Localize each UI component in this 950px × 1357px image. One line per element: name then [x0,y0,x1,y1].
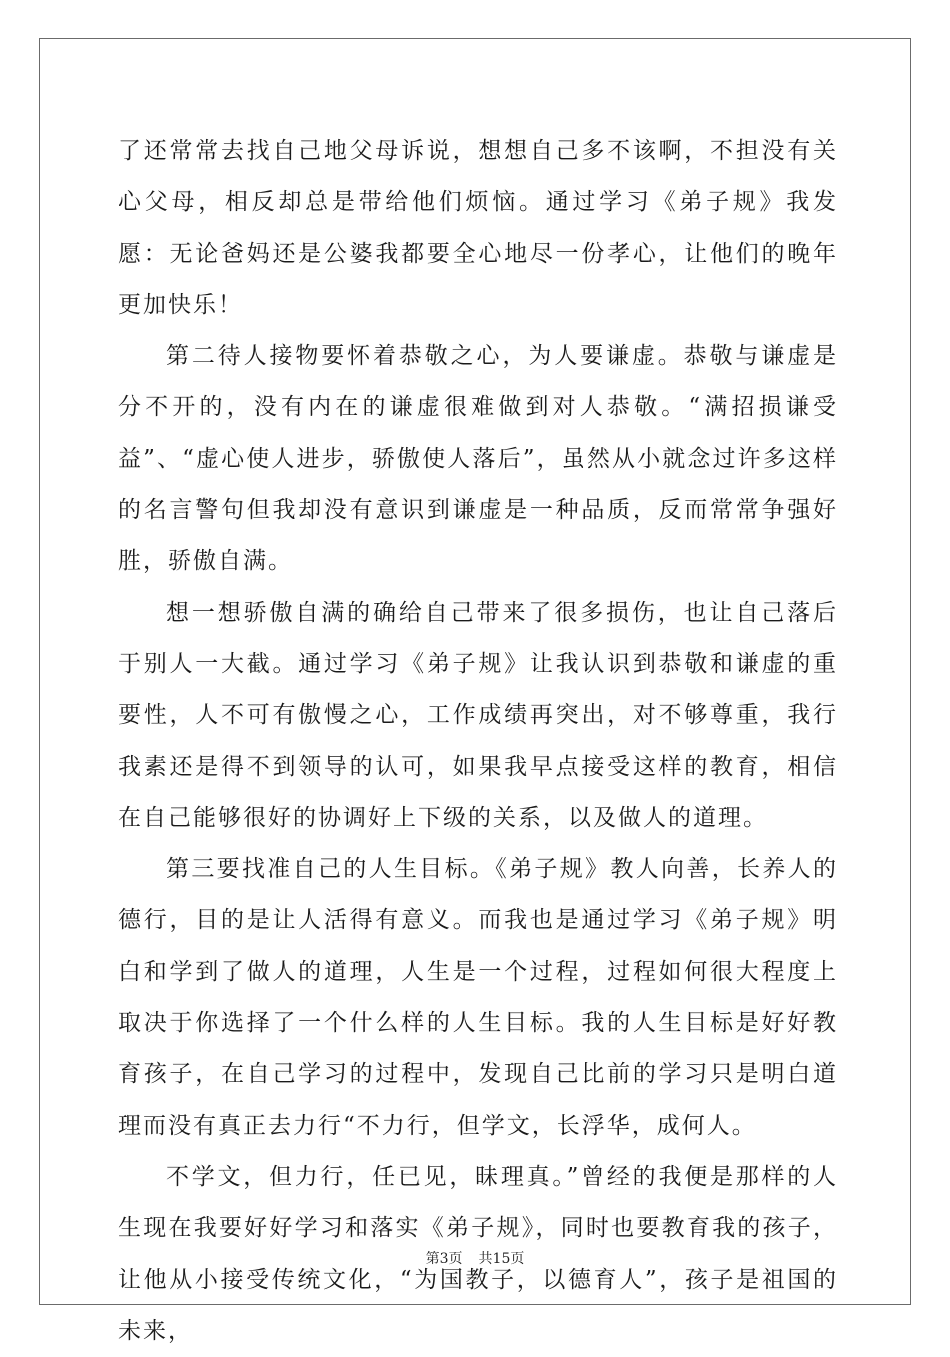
paragraph: 了还常常去找自己地父母诉说，想想自己多不该啊，不担没有关心父母，相反却总是带给他们烦恼。通过学习《弟子规》我发愿：无论爸妈还是公婆我都要全心地尽一份孝心，让他们的晚年更加快乐！ [118,138,838,318]
current-page-label: 第3页 [425,1251,463,1267]
document-body [118,126,838,1357]
paragraph: 第三要找准自己的人生目标。《弟子规》教人向善，长养人的德行，目的是让人活得有意义。而我也是通过学习《弟子规》明白和学到了做人的道理，人生是一个过程，过程如何很大程度上取决于你选择了一个什么样的人生目标。我的人生目标是好好教育孩子，在自己学习的过程中，发现自己比前的学习只是明白道理而没有真正去力行“不力行，但学文，长浮华，成何人。 [118,856,838,1139]
paragraph: 不学文，但力行，任已见，昧理真。”曾经的我便是那样的人生现在我要好好学习和落实《弟子规》，同时也要教育我的孩子，让他从小接受传统文化，“为国教子，以德育人”，孩子是祖国的未来， [118,1163,838,1344]
total-pages-label: 共15页 [478,1251,525,1267]
paragraph: 想一想骄傲自满的确给自己带来了很多损伤，也让自己落后于别人一大截。通过学习《弟子规》让我认识到恭敬和谦虚的重要性，人不可有傲慢之心，工作成绩再突出，对不够尊重，我行我素还是得不到领导的认可，如果我早点接受这样的教育，相信在自己能够很好的协调好上下级的关系，以及做人的道理。 [118,599,838,831]
paragraph: 第二待人接物要怀着恭敬之心，为人要谦虚。恭敬与谦虚是分不开的，没有内在的谦虚很难做到对人恭敬。“满招损谦受益”、“虚心使人进步，骄傲使人落后”，虽然从小就念过许多这样的名言警句但我却没有意识到谦虚是一种品质，反而常常争强好胜，骄傲自满。 [118,343,838,575]
page-footer [0,1248,950,1268]
